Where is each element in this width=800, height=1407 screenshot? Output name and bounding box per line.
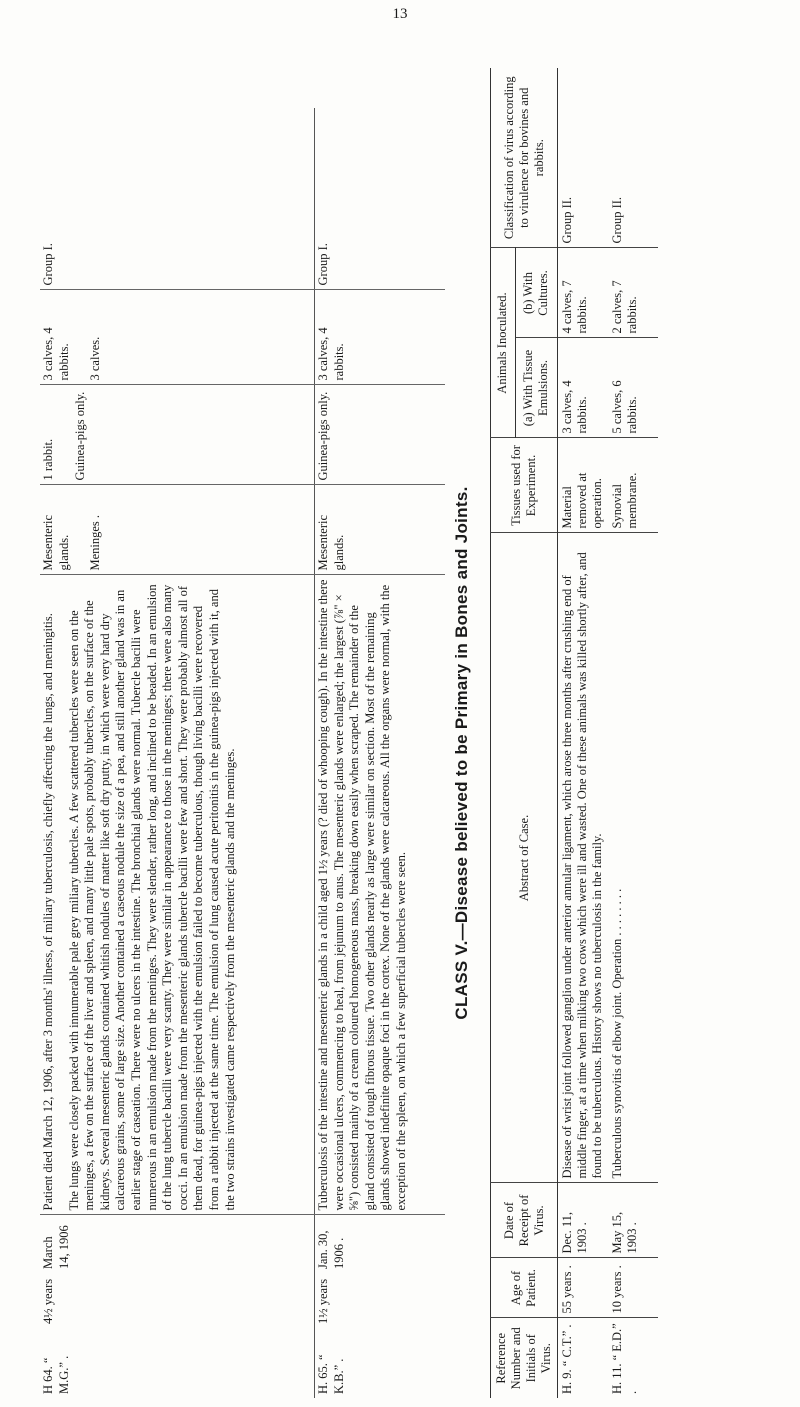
header-abstract: Abstract of Case. (491, 533, 558, 1183)
table-class-v (490, 68, 658, 1398)
date-cell: March 14, 1906 (41, 1225, 71, 1269)
tissue-emulsion-cell: Guinea-pigs only. (315, 385, 446, 485)
cultures-cell (40, 290, 315, 385)
tissue-emulsion-cell: 3 calves, 4 rabbits. (558, 338, 609, 438)
cultures-cell: 3 calves, 4 rabbits. (315, 290, 446, 385)
cultures-item: 3 calves. (88, 336, 103, 381)
table-row (315, 108, 446, 1398)
abstract-details: The lungs were closely packed with innumerable pale grey miliary tubercles. A few scattered tubercles were seen on the meninges, a few on the surface of the liver and spleen, and many little pale spots, probably tubercles, on the surface of the kidneys. Several mesenteric glands contained whitish nodules of matter like soft dry putty, in which were very hard dry calcareous grains, some of large size. Another contained a caseous nodule the size of a pea, and still another gland was in an earlier stage of caseation. There were no ulcers in the intestine. The bronchial glands were normal. Tubercle bacilli were numerous in an emulsion made from the meninges. They were slender, rather long, and inclined to be beaded. In an emulsion of the lung tubercle bacilli were very scanty. They were similar in appearance to those in the meninges; there were also many cocci. In an emulsion made from the mesenteric glands tubercle bacilli were few and short. They were probably almost all of them dead, for guinea-pigs injected with the emulsion failed to become tuberculous, though living bacilli were recovered from a rabbit injected at the same time. The emulsion of lung caused acute peritonitis in the guinea-pigs injected with it, and the two strains investigated came respectively from the mesenteric glands and the meninges. (66, 584, 237, 1211)
abstract-cell: Disease of wrist joint followed ganglion under anterior annular ligament, which arose three months after crushing end of middle finger, at a time when milking two cows which were ill and wasted. One of these animals was killed shortly after, and found to be tuberculous. History shows no tuberculosis in the family. (558, 533, 609, 1183)
reference-cell: H. 11. “ E.D.” . (610, 1323, 639, 1394)
table-row (558, 68, 609, 1398)
group-cell: Group I. (315, 108, 446, 290)
cultures-item: 3 calves, 4 rabbits. (41, 327, 71, 381)
abstract-summary: Patient died March 12, 1906, after 3 months' illness, of miliary tuberculosis, chiefly affecting the lungs, and meningitis. (41, 613, 55, 1211)
age-cell: 10 years . (608, 1258, 658, 1318)
cultures-cell: 2 calves, 7 rabbits. (608, 248, 658, 338)
date-cell: May 15, 1903 . (608, 1183, 658, 1258)
abstract-cell (40, 575, 315, 1215)
abstract-cell: Tuberculosis of the intestine and mesenteric glands in a child aged 1½ years (? died of whooping cough). In the intestine there were occasional ulcers, commencing to heal, from jejunum to anus. The mesenteric glands were enlarged; the largest (⅞" × ⅝") consisted mainly of a cream coloured homogeneous mass, breaking down easily when scraped. The remainder of the gland consisted of tough fibrous tissue. Two other glands nearly as large were similar on section. Most of the remaining glands showed indefinite opaque foci in the cortex. None of the glands were calcareous. All the organs were normal, with the exception of the spleen, on which a few superficial tubercles were seen. (315, 575, 446, 1215)
reference-cell: H. 65. “ K.B.” . (315, 1328, 446, 1398)
header-date: Date of Receipt of Virus. (491, 1183, 558, 1258)
table-row (40, 108, 315, 1398)
age-cell: 1½ years (315, 1273, 446, 1328)
header-age: Age of Patient. (491, 1258, 558, 1318)
tissue-item: Meninges . (88, 514, 103, 571)
header-cultures: (b) With Cultures. (515, 248, 557, 338)
tissues-cell: Synovial membrane. (608, 438, 658, 533)
tissue-emulsion-cell: 5 calves, 6 rabbits. (608, 338, 658, 438)
date-cell: Jan. 30, 1906 . (315, 1215, 446, 1273)
table-row (608, 68, 658, 1398)
header-animals: Animals Inoculated. (491, 248, 516, 438)
page-number: 13 (392, 6, 408, 22)
tissues-cell: Mesenteric glands. (315, 485, 446, 575)
group-cell: Group II. (558, 68, 609, 248)
reference-cell: H. 9. “ C.T.” . (560, 1324, 574, 1394)
header-classification: Classification of virus according to virulence for bovines and rabbits. (491, 68, 558, 248)
header-tissues: Tissues used for Experiment. (491, 438, 558, 533)
header-tissue-emulsion: (a) With Tissue Emulsions. (515, 338, 557, 438)
tissue-emulsion-item: 1 rabbit. (41, 438, 55, 481)
age-cell: 4½ years (41, 1278, 55, 1324)
rotated-page-content (0, 58, 800, 1398)
date-cell: Dec. 11, 1903 . (558, 1183, 609, 1258)
header-row (491, 68, 516, 1398)
reference-cell: H 64. “ M.G.” . (41, 1355, 71, 1394)
tissue-emulsion-item: Guinea-pigs only. (72, 391, 87, 481)
class-title: CLASS V.—Disease believed to be Primary in Bones and Joints. (452, 486, 471, 1020)
tissue-item: Mesenteric glands. (41, 514, 71, 571)
group-cell: Group II. (608, 68, 658, 248)
age-cell: 55 years . (558, 1258, 609, 1318)
cultures-cell: 4 calves, 7 rabbits. (558, 248, 609, 338)
table-class-iv-continued (40, 108, 445, 1398)
abstract-cell: Tuberculous synovitis of elbow joint. Operation . . . . . . . . (608, 533, 658, 1183)
tissues-cell (40, 485, 315, 575)
tissues-cell: Material removed at operation. (558, 438, 609, 533)
group-cell: Group I. (40, 108, 315, 290)
header-reference: Reference Number and Initials of Virus. (491, 1318, 558, 1398)
tissue-emulsion-cell (40, 385, 315, 485)
